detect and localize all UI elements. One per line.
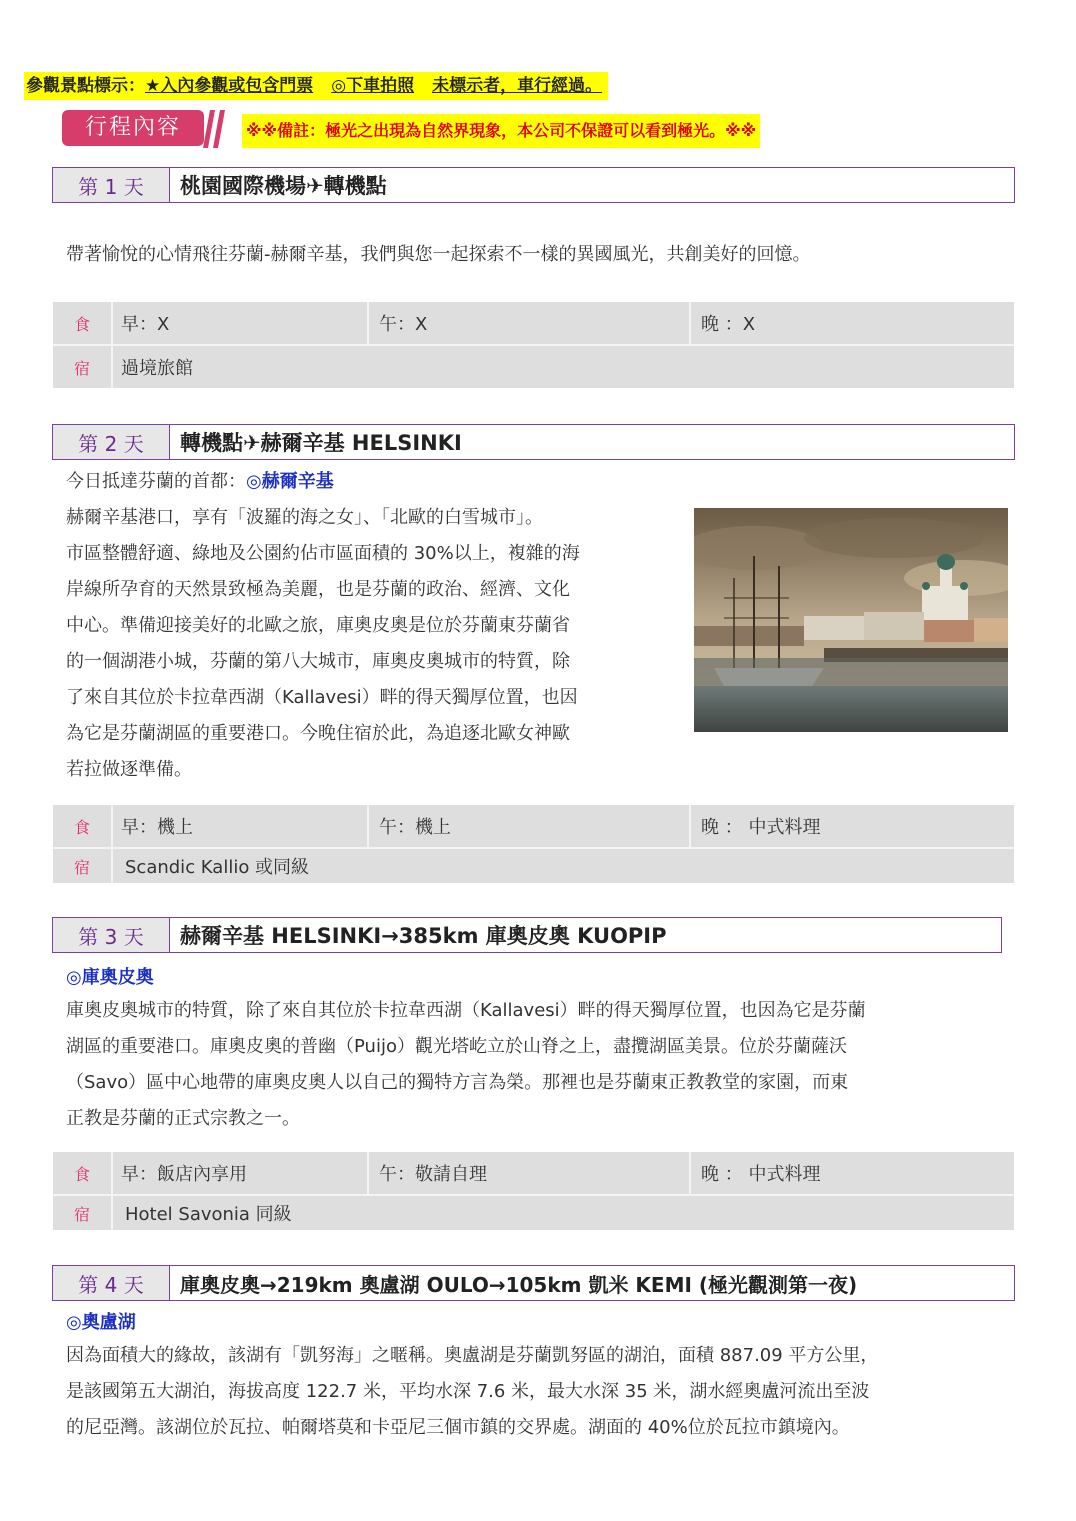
day-title: 庫奧皮奧→219km 奧盧湖 OULO→105km 凱米 KEMI (極光觀測第一夜): [180, 1272, 858, 1297]
stay-row: [53, 1196, 1014, 1230]
text-line: 湖區的重要港口。庫奧皮奧的普幽（Puijo）觀光塔屹立於山脊之上，盡攬湖區美景。位於芬蘭薩沃: [66, 1036, 847, 1057]
spot-helsinki: ◎赫爾辛基: [246, 471, 334, 492]
day-3-header: [52, 917, 1002, 953]
legend-entry-photo: ◎下車拍照: [331, 76, 415, 96]
itinerary-section-tag: 行程內容: [62, 110, 204, 146]
lunch-cell: 午：敬請自理: [369, 1152, 691, 1194]
meal-row: [53, 1152, 1014, 1196]
aurora-disclaimer: ※※備註：極光之出現為自然界現象，本公司不保證可以看到極光。※※: [242, 114, 760, 148]
day-4-description: [66, 1338, 1016, 1446]
dinner-cell: 晚 ： 中式料理: [701, 817, 821, 838]
day-label: 第 4 天: [53, 1266, 170, 1300]
day-label: 第 3 天: [53, 918, 170, 952]
helsinki-harbor-photo: [694, 508, 1008, 732]
breakfast-cell: 早：機上: [111, 805, 369, 847]
legend-entry-drive: 未標示者，車行經過。: [432, 76, 603, 96]
hotel-cell: 過境旅館: [121, 358, 193, 379]
text-line: 因為面積大的緣故，該湖有「凱努海」之暱稱。奧盧湖是芬蘭凱努區的湖泊，面積 887.09 平方公里，: [66, 1345, 879, 1366]
day-2-meal-table: [53, 805, 1014, 883]
day-2-header: [52, 424, 1015, 460]
intro-text: 今日抵達芬蘭的首都：: [66, 471, 246, 492]
breakfast-cell: 早：X: [111, 302, 369, 344]
day-title: 桃園國際機場✈轉機點: [180, 174, 387, 198]
text-line: 岸線所孕育的天然景致極為美麗，也是芬蘭的政治、經濟、文化: [66, 579, 570, 600]
day-label: 第 1 天: [53, 168, 170, 202]
day-1-header: [52, 167, 1015, 203]
lunch-cell: 午：機上: [369, 805, 691, 847]
breakfast-cell: 早：飯店內享用: [111, 1152, 369, 1194]
meal-row: [53, 805, 1014, 849]
day-3-meal-table: [53, 1152, 1014, 1230]
day-1-meal-table: [53, 302, 1014, 388]
text-line: 庫奧皮奧城市的特質，除了來自其位於卡拉韋西湖（Kallavesi）畔的得天獨厚位置，也因為它是芬蘭: [66, 1000, 866, 1021]
text-line: 為它是芬蘭湖區的重要港口。今晚住宿於此，為追逐北歐女神歐: [66, 723, 570, 744]
spot-legend: [24, 72, 608, 100]
legend-prefix: 參觀景點標示：: [26, 76, 145, 96]
stay-key: 宿: [53, 1196, 113, 1230]
text-line: 市區整體舒適、綠地及公園約佔市區面積的 30%以上，複雜的海: [66, 543, 580, 564]
hotel-cell: Scandic Kallio 或同級: [125, 857, 310, 878]
food-key: 食: [53, 1152, 113, 1194]
stay-row: [53, 849, 1014, 883]
text-line: 若拉做逐準備。: [66, 759, 192, 780]
dinner-cell: 晚 ： 中式料理: [701, 1164, 821, 1185]
spot-kuopio: ◎庫奧皮奧: [66, 967, 154, 988]
text-line: 的一個湖港小城，芬蘭的第八大城市，庫奧皮奧城市的特質，除: [66, 651, 570, 672]
food-key: 食: [53, 805, 113, 847]
day-1-description: 帶著愉悅的心情飛往芬蘭-赫爾辛基，我們與您一起探索不一樣的異國風光，共創美好的回憶。: [66, 244, 811, 265]
double-slash-decoration: [202, 110, 226, 148]
day-4-header: [52, 1265, 1015, 1301]
food-key: 食: [53, 302, 113, 344]
day-title: 赫爾辛基 HELSINKI→385km 庫奧皮奧 KUOPIP: [180, 924, 667, 948]
stay-key: 宿: [53, 346, 113, 388]
text-line: 赫爾辛基港口，享有「波羅的海之女」、「北歐的白雪城市」。: [66, 507, 543, 528]
day-3-description: [66, 993, 1016, 1137]
legend-entry-ticket: ★入內參觀或包含門票: [145, 76, 314, 96]
text-line: 正教是芬蘭的正式宗教之一。: [66, 1108, 300, 1129]
day-2-description: [66, 500, 686, 788]
day-2-intro: [66, 464, 334, 500]
stay-row: [53, 346, 1014, 388]
text-line: （Savo）區中心地帶的庫奧皮奧人以自己的獨特方言為榮。那裡也是芬蘭東正教教堂的家園，而東: [66, 1072, 849, 1093]
text-line: 中心。準備迎接美好的北歐之旅，庫奧皮奧是位於芬蘭東芬蘭省: [66, 615, 570, 636]
text-line: 的尼亞灣。該湖位於瓦拉、帕爾塔莫和卡亞尼三個市鎮的交界處。湖面的 40%位於瓦拉市鎮境內。: [66, 1417, 850, 1438]
day-title: 轉機點✈赫爾辛基 HELSINKI: [180, 431, 462, 455]
stay-key: 宿: [53, 849, 113, 883]
meal-row: [53, 302, 1014, 346]
hotel-cell: Hotel Savonia 同級: [125, 1204, 292, 1225]
lunch-cell: 午：X: [369, 302, 691, 344]
spot-oulujarvi: ◎奧盧湖: [66, 1312, 136, 1333]
text-line: 了來自其位於卡拉韋西湖（Kallavesi）畔的得天獨厚位置，也因: [66, 687, 578, 708]
dinner-cell: 晚 ：X: [701, 314, 756, 335]
text-line: 是該國第五大湖泊，海拔高度 122.7 米，平均水深 7.6 米，最大水深 35 米，湖水經奧盧河流出至波: [66, 1381, 870, 1402]
day-label: 第 2 天: [53, 425, 170, 459]
